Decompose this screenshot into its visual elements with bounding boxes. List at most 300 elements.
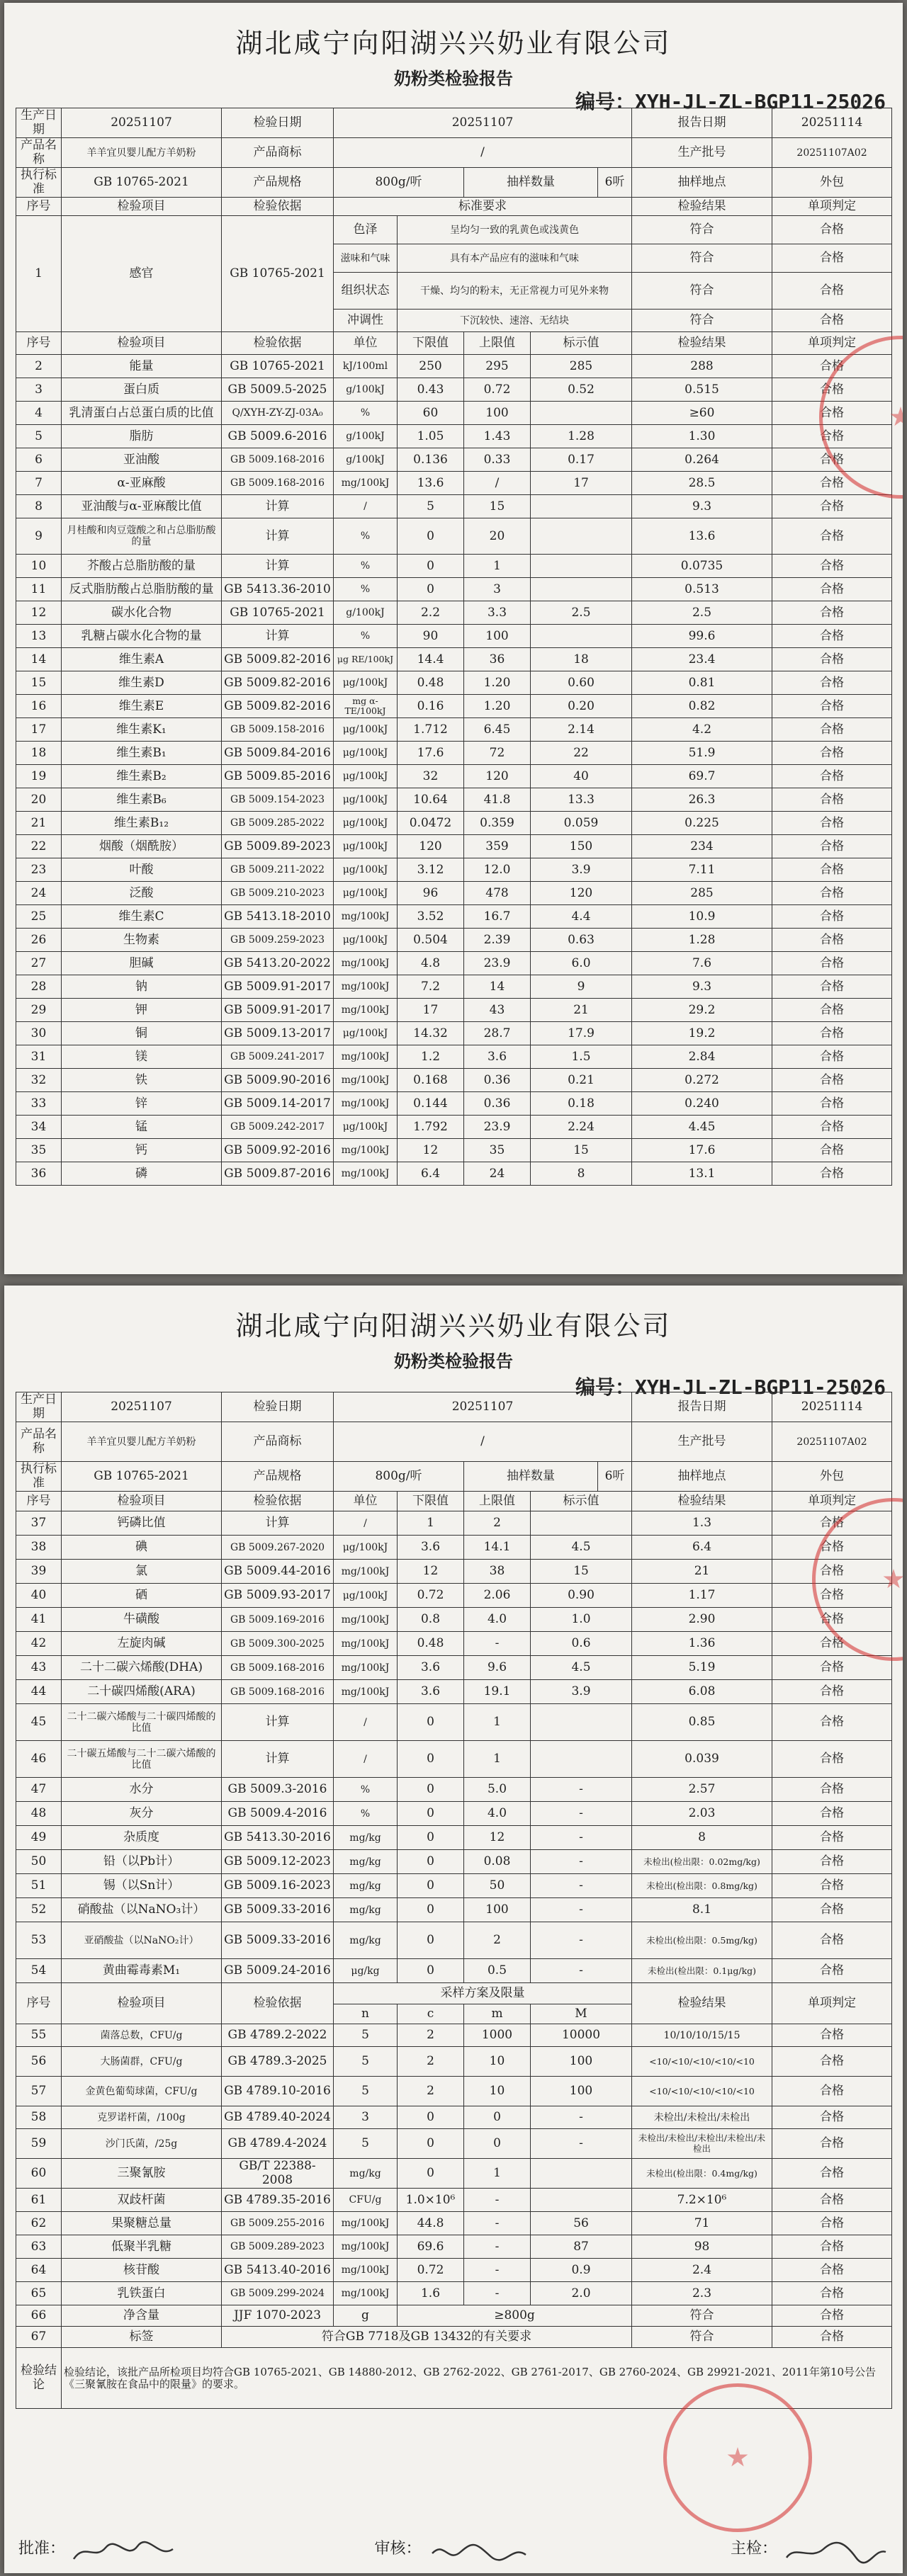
row-basis: 计算 — [222, 1741, 334, 1778]
row-item: 沙门氏菌，/25g — [62, 2129, 222, 2159]
row-unit: μg/100kJ — [334, 718, 398, 742]
row-high: 15 — [464, 495, 531, 518]
row-unit: mg/100kJ — [334, 999, 398, 1022]
table-row — [16, 2189, 892, 2212]
row-basis: GB 5009.91-2017 — [222, 999, 334, 1022]
row-verdict: 合格 — [772, 2024, 892, 2047]
row-requirement: 符合GB 7718及GB 13432的有关要求 — [222, 2327, 632, 2348]
row-high: 3.3 — [464, 601, 531, 625]
row-unit: mg/100kJ — [334, 905, 398, 929]
row-item: 生物素 — [62, 929, 222, 952]
col-label-value: 标示值 — [531, 1492, 632, 1511]
prod-date-value: 20251107 — [62, 1392, 222, 1422]
row-no: 56 — [16, 2047, 62, 2077]
row-label-value: 0.52 — [531, 378, 632, 402]
row-basis: GB 5009.168-2016 — [222, 448, 334, 472]
col-result: 检验结果 — [632, 1492, 772, 1511]
row-verdict: 合格 — [772, 1045, 892, 1069]
row-item: 碘 — [62, 1536, 222, 1560]
row-unit: mg/100kJ — [334, 1632, 398, 1656]
sensory-verdict: 合格 — [772, 310, 892, 332]
col-low: 下限值 — [398, 332, 464, 355]
row-unit: μg/100kJ — [334, 835, 398, 858]
row-high: 0.5 — [464, 1959, 531, 1983]
row-low: 17 — [398, 999, 464, 1022]
row-no: 52 — [16, 1898, 62, 1922]
table-row — [16, 1680, 892, 1704]
conclusion-text: 检验结论，该批产品所检项目均符合GB 10765-2021、GB 14880-2012、GB 2762-2022、GB 2761-2017、GB 2760-2024、GB 29921-2021、2011年第10号公告《三聚氰胺在食品中的限量》的要求。 — [62, 2348, 892, 2409]
sample-qty-label: 抽样数量 — [464, 168, 598, 198]
row-unit: μg RE/100kJ — [334, 648, 398, 671]
sensory-result: 符合 — [632, 310, 772, 332]
row-low: 12 — [398, 1139, 464, 1162]
row-no: 34 — [16, 1116, 62, 1139]
row-item: 维生素E — [62, 695, 222, 718]
table-row — [16, 1022, 892, 1045]
row-unit: / — [334, 495, 398, 518]
table-row — [16, 1584, 892, 1608]
row-no: 9 — [16, 518, 62, 555]
table-row — [16, 2129, 892, 2159]
row-basis: JJF 1070-2023 — [222, 2305, 334, 2327]
row-result: 0.225 — [632, 812, 772, 835]
row-label-value: - — [531, 1826, 632, 1850]
row-result: 2.90 — [632, 1608, 772, 1632]
row-label-value: - — [531, 1874, 632, 1898]
row-low: 5 — [398, 495, 464, 518]
row-result: 4.2 — [632, 718, 772, 742]
col-unit: 单位 — [334, 332, 398, 355]
row-basis: GB 5009.13-2017 — [222, 1022, 334, 1045]
row-item: 能量 — [62, 355, 222, 378]
row-low: 0 — [398, 1704, 464, 1741]
row-high: 1 — [464, 555, 531, 578]
row-low: 3.6 — [398, 1536, 464, 1560]
row-c: 2 — [398, 2047, 464, 2077]
prod-date-label: 生产日期 — [16, 1392, 62, 1422]
row-basis: GB 5009.255-2016 — [222, 2212, 334, 2235]
row-high: 1.20 — [464, 695, 531, 718]
row-verdict: 合格 — [772, 1092, 892, 1116]
table-row — [16, 1826, 892, 1850]
row-unit: g/100kJ — [334, 601, 398, 625]
row-no: 54 — [16, 1959, 62, 1983]
row-item: 克罗诺杆菌，/100g — [62, 2106, 222, 2129]
row-label-value: - — [531, 1898, 632, 1922]
row-no: 32 — [16, 1069, 62, 1092]
row-basis: GB 4789.40-2024 — [222, 2106, 334, 2129]
row-unit: g/100kJ — [334, 425, 398, 448]
row-label-value: 2.24 — [531, 1116, 632, 1139]
row-basis: GB 5009.92-2016 — [222, 1139, 334, 1162]
spec-value: 800g/听 — [334, 168, 464, 198]
row-basis: GB 10765-2021 — [222, 601, 334, 625]
row-unit: μg/100kJ — [334, 765, 398, 788]
row-verdict: 合格 — [772, 858, 892, 882]
row-label-value: 21 — [531, 999, 632, 1022]
table-row — [16, 975, 892, 999]
row-label-value: 0.18 — [531, 1092, 632, 1116]
row-low: 250 — [398, 355, 464, 378]
row-no: 19 — [16, 765, 62, 788]
row-result: 未检出(检出限：0.4mg/kg) — [632, 2159, 772, 2189]
row-c: 0 — [398, 2106, 464, 2129]
row-basis: GB 5009.85-2016 — [222, 765, 334, 788]
row-item: 乳糖占碳水化合物的量 — [62, 625, 222, 648]
row-unit: μg/100kJ — [334, 1584, 398, 1608]
row-result: 285 — [632, 882, 772, 905]
row-unit: μg/100kJ — [334, 742, 398, 765]
row-high: 478 — [464, 882, 531, 905]
row-basis: GB 5009.211-2022 — [222, 858, 334, 882]
row-no: 30 — [16, 1022, 62, 1045]
report-date-label: 报告日期 — [632, 108, 772, 138]
row-high: 23.9 — [464, 952, 531, 975]
row-high: 1 — [464, 1704, 531, 1741]
col-basis: 检验依据 — [222, 198, 334, 216]
row-label-value: 0.63 — [531, 929, 632, 952]
row-low: 90 — [398, 625, 464, 648]
table-row — [16, 1802, 892, 1826]
row-low: 0.8 — [398, 1608, 464, 1632]
table-row — [16, 835, 892, 858]
row-high: 50 — [464, 1874, 531, 1898]
row-high: 0.33 — [464, 448, 531, 472]
prod-date-value: 20251107 — [62, 108, 222, 138]
row-verdict: 合格 — [772, 2282, 892, 2305]
reviewer-signature — [427, 2539, 533, 2559]
table-row — [16, 2047, 892, 2077]
row-basis: GB 5009.33-2016 — [222, 1898, 334, 1922]
row-verdict: 合格 — [772, 2212, 892, 2235]
col-no: 序号 — [16, 198, 62, 216]
row-low: 0.16 — [398, 695, 464, 718]
row-no: 27 — [16, 952, 62, 975]
row-n: 3 — [334, 2106, 398, 2129]
row-result: 9.3 — [632, 975, 772, 999]
micro-rows — [16, 2024, 892, 2159]
row-result: 0.85 — [632, 1704, 772, 1741]
row-verdict: 合格 — [772, 952, 892, 975]
row-M: 100 — [531, 2077, 632, 2106]
row-item: 低聚半乳糖 — [62, 2235, 222, 2259]
col-requirement: 标准要求 — [334, 198, 632, 216]
row-no: 21 — [16, 812, 62, 835]
row-c: 2 — [398, 2077, 464, 2106]
spec-label: 产品规格 — [222, 1462, 334, 1492]
row-result: 5.19 — [632, 1656, 772, 1680]
row-verdict: 合格 — [772, 2106, 892, 2129]
row-high: 24 — [464, 1162, 531, 1186]
row-basis: GB 5413.18-2010 — [222, 905, 334, 929]
row-result: 23.4 — [632, 648, 772, 671]
row-basis: GB 5009.84-2016 — [222, 742, 334, 765]
row-no: 45 — [16, 1704, 62, 1741]
row-label-value: 0.20 — [531, 695, 632, 718]
test-date-value: 20251107 — [334, 108, 632, 138]
row-m: 0 — [464, 2129, 531, 2159]
row-high: 1.20 — [464, 671, 531, 695]
row-result: 6.4 — [632, 1536, 772, 1560]
row-unit: % — [334, 1802, 398, 1826]
row-high: 100 — [464, 625, 531, 648]
row-verdict: 合格 — [772, 1536, 892, 1560]
row-high: - — [464, 2259, 531, 2282]
row-unit: mg/kg — [334, 1826, 398, 1850]
row-requirement: ≥800g — [398, 2305, 632, 2327]
row-verdict: 合格 — [772, 1704, 892, 1741]
row-basis: GB 5009.82-2016 — [222, 695, 334, 718]
row-result: 0.039 — [632, 1741, 772, 1778]
table-row — [16, 601, 892, 625]
table-row — [16, 1511, 892, 1536]
row-item: 维生素B₂ — [62, 765, 222, 788]
row-unit: mg/100kJ — [334, 975, 398, 999]
row-high: / — [464, 472, 531, 495]
standard-value: GB 10765-2021 — [62, 1462, 222, 1492]
row-verdict: 合格 — [772, 2327, 892, 2348]
row-item: 左旋肉碱 — [62, 1632, 222, 1656]
row-item: 蛋白质 — [62, 378, 222, 402]
row-no: 13 — [16, 625, 62, 648]
row-verdict: 合格 — [772, 1560, 892, 1584]
row-basis: GB 5009.6-2016 — [222, 425, 334, 448]
row-basis: GB 5009.82-2016 — [222, 648, 334, 671]
row-high: 41.8 — [464, 788, 531, 812]
row-unit: μg/100kJ — [334, 1116, 398, 1139]
row-high: 14 — [464, 975, 531, 999]
row-verdict: 合格 — [772, 1778, 892, 1802]
row-label-value: - — [531, 1922, 632, 1959]
row-item: 镁 — [62, 1045, 222, 1069]
row-item: 维生素B₆ — [62, 788, 222, 812]
table-row — [16, 695, 892, 718]
row-M: - — [531, 2106, 632, 2129]
row-low: 1.6 — [398, 2282, 464, 2305]
table-row — [16, 425, 892, 448]
row-low: 0 — [398, 555, 464, 578]
row-basis: GB 5413.40-2016 — [222, 2259, 334, 2282]
row-c: 0 — [398, 2129, 464, 2159]
row-item: 金黄色葡萄球菌，CFU/g — [62, 2077, 222, 2106]
row-item: 泛酸 — [62, 882, 222, 905]
row-low: 0.72 — [398, 1584, 464, 1608]
row-verdict: 合格 — [772, 1850, 892, 1874]
row-verdict: 合格 — [772, 601, 892, 625]
row-basis: GB 5009.267-2020 — [222, 1536, 334, 1560]
table-row — [16, 858, 892, 882]
row-verdict: 合格 — [772, 2129, 892, 2159]
row-no: 41 — [16, 1608, 62, 1632]
row-basis: GB 5009.12-2023 — [222, 1850, 334, 1874]
row-result: 4.45 — [632, 1116, 772, 1139]
table-row — [16, 2024, 892, 2047]
row-basis: GB 5009.16-2023 — [222, 1874, 334, 1898]
row-item: 水分 — [62, 1778, 222, 1802]
row-basis: GB 5009.24-2016 — [222, 1959, 334, 1983]
approve-label: 批准： — [18, 2540, 66, 2558]
row-result: 未检出(检出限：0.8mg/kg) — [632, 1874, 772, 1898]
sensory-req: 干燥、均匀的粉末，无正常视力可见外来物 — [398, 273, 632, 310]
row-high: 359 — [464, 835, 531, 858]
row-label-value: 2.0 — [531, 2282, 632, 2305]
row-verdict: 合格 — [772, 1584, 892, 1608]
report-page-2 — [4, 1286, 903, 2573]
row-verdict: 合格 — [772, 1959, 892, 1983]
row-unit: % — [334, 625, 398, 648]
row-label-value: 285 — [531, 355, 632, 378]
row-result: 2.3 — [632, 2282, 772, 2305]
row-result: 6.08 — [632, 1680, 772, 1704]
sample-qty-value: 6听 — [598, 168, 632, 198]
row-basis: GB 5413.20-2022 — [222, 952, 334, 975]
row-unit: mg/kg — [334, 1922, 398, 1959]
row-item: 维生素B₁₂ — [62, 812, 222, 835]
row-result: 98 — [632, 2235, 772, 2259]
table-row — [16, 1850, 892, 1874]
row-high: 0.359 — [464, 812, 531, 835]
row-label-value — [531, 2159, 632, 2189]
row-result: 未检出/未检出/未检出/未检出/未检出 — [632, 2129, 772, 2159]
sensory-item: 感官 — [62, 216, 222, 332]
row-label-value — [531, 2189, 632, 2212]
row-high: 0.08 — [464, 1850, 531, 1874]
row-high: 72 — [464, 742, 531, 765]
row-result: 未检出/未检出/未检出 — [632, 2106, 772, 2129]
inspection-table-2 — [16, 1392, 892, 2409]
row-no: 47 — [16, 1778, 62, 1802]
table-row — [16, 578, 892, 601]
row-result: 8.1 — [632, 1898, 772, 1922]
row-no: 60 — [16, 2159, 62, 2189]
row-no: 37 — [16, 1511, 62, 1536]
row-label-value — [531, 578, 632, 601]
row-high: 9.6 — [464, 1656, 531, 1680]
row-verdict: 合格 — [772, 718, 892, 742]
row-low: 1.05 — [398, 425, 464, 448]
row-no: 61 — [16, 2189, 62, 2212]
row-high: 16.7 — [464, 905, 531, 929]
table-row — [16, 2282, 892, 2305]
sample-qty-label: 抽样数量 — [464, 1462, 598, 1492]
row-verdict: 合格 — [772, 1656, 892, 1680]
row-high: 4.0 — [464, 1802, 531, 1826]
row-unit: mg/100kJ — [334, 1162, 398, 1186]
row-high: - — [464, 2189, 531, 2212]
row-label-value: 0.17 — [531, 448, 632, 472]
col-unit: 单位 — [334, 1492, 398, 1511]
sample-place-value: 外包 — [772, 1462, 892, 1492]
report-date-value: 20251114 — [772, 108, 892, 138]
row-no: 58 — [16, 2106, 62, 2129]
col-low: 下限值 — [398, 1492, 464, 1511]
row-result: 2.03 — [632, 1802, 772, 1826]
row-low: 10.64 — [398, 788, 464, 812]
row-verdict: 合格 — [772, 812, 892, 835]
row-low: 13.6 — [398, 472, 464, 495]
row-basis: GB 5009.242-2017 — [222, 1116, 334, 1139]
row-label-value: 150 — [531, 835, 632, 858]
standard-label: 执行标准 — [16, 168, 62, 198]
row-result: 1.30 — [632, 425, 772, 448]
row-item: 硒 — [62, 1584, 222, 1608]
row-result: 13.6 — [632, 518, 772, 555]
row-no: 16 — [16, 695, 62, 718]
row-high: 12.0 — [464, 858, 531, 882]
row-low: 3.6 — [398, 1680, 464, 1704]
row-low: 3.52 — [398, 905, 464, 929]
col-basis: 检验依据 — [222, 332, 334, 355]
row-no: 59 — [16, 2129, 62, 2159]
row-no: 57 — [16, 2077, 62, 2106]
table-row — [16, 882, 892, 905]
sensory-result: 符合 — [632, 244, 772, 273]
row-result: 19.2 — [632, 1022, 772, 1045]
row-low: 0 — [398, 1922, 464, 1959]
row-verdict: 合格 — [772, 765, 892, 788]
signature-row — [18, 2536, 889, 2559]
row-label-value: 0.059 — [531, 812, 632, 835]
row-basis: GB 5009.4-2016 — [222, 1802, 334, 1826]
row-result: 2.57 — [632, 1778, 772, 1802]
row-unit: mg/100kJ — [334, 1560, 398, 1584]
row-high: 6.45 — [464, 718, 531, 742]
row-no: 3 — [16, 378, 62, 402]
row-basis: GB 5009.289-2023 — [222, 2235, 334, 2259]
page1-rows — [16, 355, 892, 1186]
row-low: 7.2 — [398, 975, 464, 999]
row-high: 38 — [464, 1560, 531, 1584]
row-unit: mg/100kJ — [334, 2235, 398, 2259]
row-verdict: 合格 — [772, 2305, 892, 2327]
row-unit: mg/100kJ — [334, 2282, 398, 2305]
row-unit: g/100kJ — [334, 378, 398, 402]
row-verdict: 合格 — [772, 1511, 892, 1536]
row-result: 2.84 — [632, 1045, 772, 1069]
row-no: 5 — [16, 425, 62, 448]
row-low: 32 — [398, 765, 464, 788]
row-low: 60 — [398, 402, 464, 425]
table-row — [16, 1069, 892, 1092]
table-row — [16, 671, 892, 695]
row-basis: 计算 — [222, 625, 334, 648]
row-verdict: 合格 — [772, 1632, 892, 1656]
batch-value: 20251107A02 — [772, 138, 892, 168]
row-result: 0.240 — [632, 1092, 772, 1116]
row-unit: mg/kg — [334, 1898, 398, 1922]
row-no: 12 — [16, 601, 62, 625]
row-label-value: 4.5 — [531, 1536, 632, 1560]
row-no: 67 — [16, 2327, 62, 2348]
review-sign — [374, 2536, 532, 2559]
inspect-label: 主检： — [730, 2540, 777, 2558]
row-no: 26 — [16, 929, 62, 952]
row-low: 96 — [398, 882, 464, 905]
row-high: 2.39 — [464, 929, 531, 952]
row-n: 5 — [334, 2077, 398, 2106]
row-item: 果聚糖总量 — [62, 2212, 222, 2235]
row-verdict: 合格 — [772, 929, 892, 952]
row-item: 铜 — [62, 1022, 222, 1045]
col-item: 检验项目 — [62, 1983, 222, 2024]
row-no: 23 — [16, 858, 62, 882]
report-page-1 — [4, 3, 903, 1274]
row-basis: 计算 — [222, 1511, 334, 1536]
row-high: 0.36 — [464, 1069, 531, 1092]
row-verdict: 合格 — [772, 1898, 892, 1922]
batch-label: 生产批号 — [632, 1422, 772, 1462]
row-item: 铅（以Pb计） — [62, 1850, 222, 1874]
